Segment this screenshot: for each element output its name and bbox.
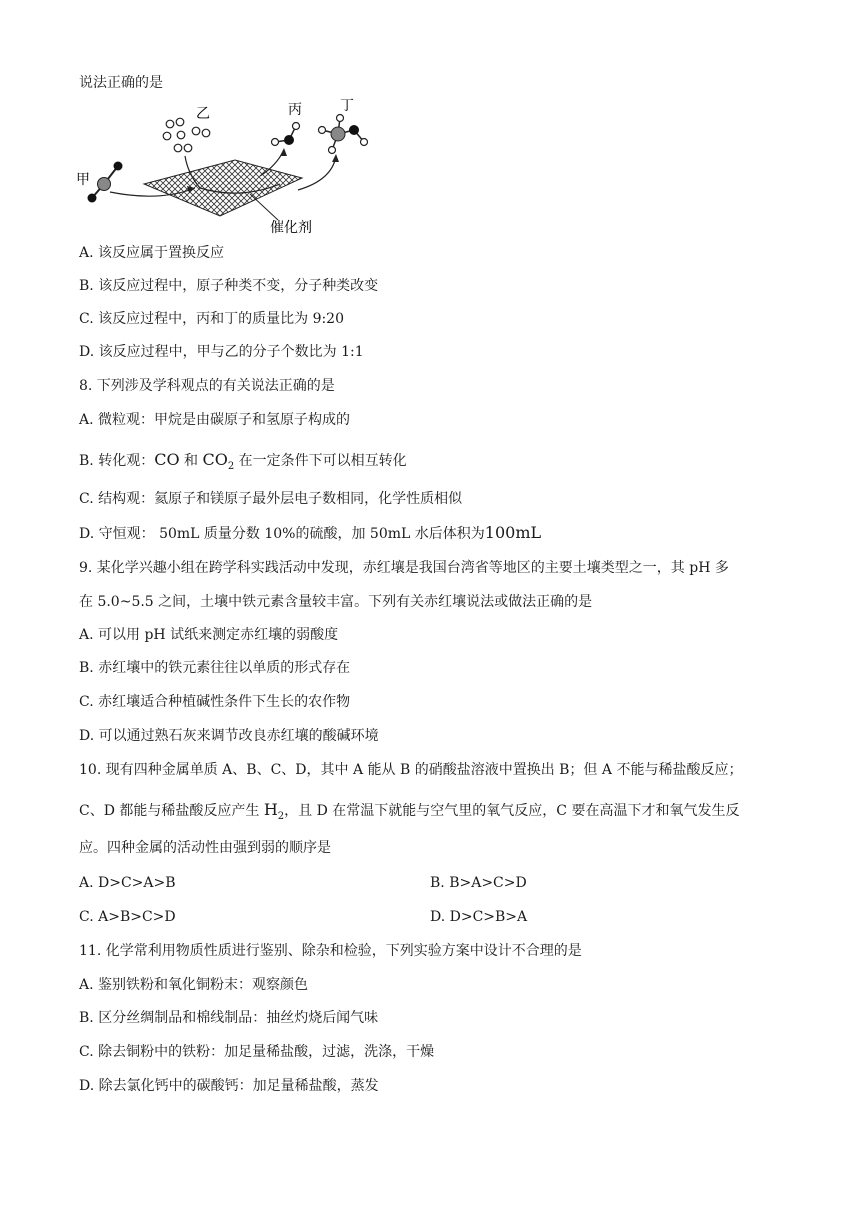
q11-option-a: A. 鉴别铁粉和氧化铜粉末：观察颜色: [79, 977, 309, 993]
arrow-ding: [298, 156, 336, 190]
molecule-yi: [163, 118, 210, 152]
label-bing: 丙: [288, 102, 302, 118]
catalyst-pointer: [250, 194, 278, 220]
q10-option-d: D. D>C>B>A: [430, 909, 528, 925]
catalyst-surface: [144, 160, 302, 216]
q8-option-b: B. 转化观：CO 和 $CO_2$ 在一定条件下可以相互转化: [79, 450, 407, 472]
q10-stem-line1: 10. 现有四种金属单质 A、B、C、D，其中 A 能从 B 的硝酸盐溶液中置换出 B；但 A 不能与稀盐酸反应；: [79, 762, 743, 778]
q7-option-a: A. 该反应属于置换反应: [79, 245, 225, 261]
q11-option-b: B. 区分丝绸制品和棉线制品：抽丝灼烧后闻气味: [79, 1010, 379, 1026]
label-yi: 乙: [196, 106, 210, 122]
q8-option-c: C. 结构观：氦原子和镁原子最外层电子数相同，化学性质相似: [79, 491, 463, 507]
q10-option-b: B. B>A>C>D: [430, 875, 527, 891]
q9-option-b: B. 赤红壤中的铁元素往往以单质的形式存在: [79, 660, 351, 676]
label-ding: 丁: [340, 98, 354, 114]
q9-stem-line2: 在 5.0~5.5 之间，土壤中铁元素含量较丰富。下列有关赤红壤说法或做法正确的是: [79, 594, 593, 610]
q9-option-a: A. 可以用 pH 试纸来测定赤红壤的弱酸度: [79, 627, 339, 643]
q9-option-c: C. 赤红壤适合种植碱性条件下生长的农作物: [79, 694, 351, 710]
q8-option-a: A. 微粒观：甲烷是由碳原子和氢原子构成的: [79, 412, 351, 428]
question-intro: 说法正确的是: [79, 75, 163, 91]
q10-option-a: A. D>C>A>B: [79, 875, 176, 891]
q7-option-b: B. 该反应过程中，原子种类不变，分子种类改变: [79, 278, 379, 294]
q10-stem-line2: C、D 都能与稀盐酸反应产生 $H_2$，且 D 在常温下就能与空气里的氧气反应，C 要在高温下才和氧气发生反: [79, 800, 740, 822]
q10-option-c: C. A>B>C>D: [79, 909, 176, 925]
q11-option-c: C. 除去铜粉中的铁粉：加足量稀盐酸，过滤，洗涤，干燥: [79, 1044, 435, 1060]
label-jia: 甲: [76, 172, 90, 188]
q11-stem: 11. 化学常利用物质性质进行鉴别、除杂和检验，下列实验方案中设计不合理的是: [79, 943, 582, 959]
catalyst-label: 催化剂: [270, 220, 312, 236]
q10-stem-line3: 应。四种金属的活动性由强到弱的顺序是: [79, 840, 331, 856]
q11-option-d: D. 除去氯化钙中的碳酸钙：加足量稀盐酸，蒸发: [79, 1078, 379, 1094]
molecule-ding: [319, 115, 368, 154]
q7-option-c: C. 该反应过程中，丙和丁的质量比为 9:20: [79, 311, 345, 327]
q9-option-d: D. 可以通过熟石灰来调节改良赤红壤的酸碱环境: [79, 728, 379, 744]
reaction-diagram: [70, 96, 410, 246]
q9-stem-line1: 9. 某化学兴趣小组在跨学科实践活动中发现，赤红壤是我国台湾省等地区的主要土壤类型之一，其 pH 多: [79, 560, 729, 576]
q8-option-d: D. 守恒观： 50mL 质量分数 10%的硫酸，加 50mL 水后体积为100mL: [79, 523, 542, 542]
molecule-bing: [272, 123, 300, 146]
q8-stem: 8. 下列涉及学科观点的有关说法正确的是: [79, 378, 335, 394]
molecule-jia: [88, 162, 123, 203]
q7-option-d: D. 该反应过程中，甲与乙的分子个数比为 1:1: [79, 344, 364, 360]
